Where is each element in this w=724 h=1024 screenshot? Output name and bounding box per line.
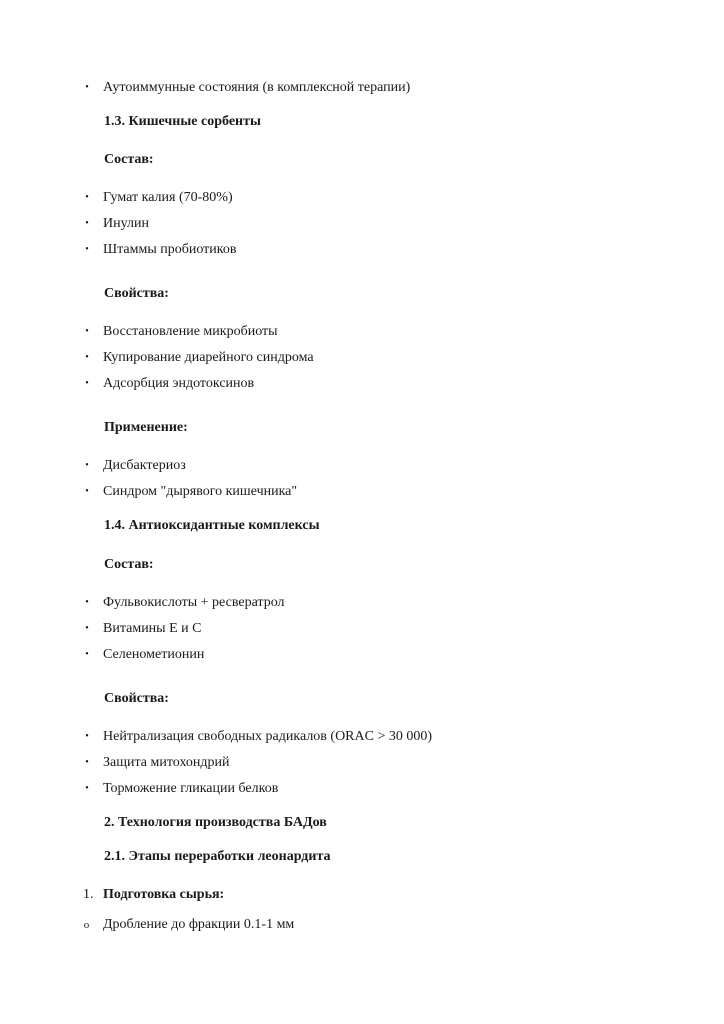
bullet-marker: •: [85, 192, 89, 203]
heading-text: Свойства:: [104, 286, 169, 301]
bullet-marker: •: [85, 326, 89, 337]
heading-text: Состав:: [104, 152, 154, 167]
bullet-marker: •: [85, 82, 89, 93]
list-item-text: Селенометионин: [103, 647, 205, 662]
heading-text: 1.3. Кишечные сорбенты: [104, 114, 261, 129]
list-item-text: Фульвокислоты + ресвератрол: [103, 595, 285, 610]
heading-text: 2.1. Этапы переработки леонардита: [104, 849, 331, 864]
numbered-item-text: Подготовка сырья:: [103, 887, 225, 902]
list-item-text: Купирование диарейного синдрома: [103, 350, 314, 365]
circle-bullet-marker: o: [83, 919, 90, 931]
heading-text: 2. Технология производства БАДов: [104, 815, 327, 830]
bullet-marker: •: [85, 378, 89, 389]
list-item-text: Торможение гликации белков: [103, 781, 279, 796]
list-item-text: Восстановление микробиоты: [103, 324, 278, 339]
bullet-marker: •: [85, 352, 89, 363]
list-item-text: Аутоиммунные состояния (в комплексной терапии): [103, 80, 411, 95]
list-item-text: Нейтрализация свободных радикалов (ORAC > 30 000): [103, 729, 433, 744]
bullet-marker: •: [85, 244, 89, 255]
heading-text: Свойства:: [104, 691, 169, 706]
list-item-text: Защита митохондрий: [103, 755, 230, 770]
bullet-marker: •: [85, 623, 89, 634]
number-marker: 1.: [83, 887, 94, 902]
heading-text: Состав:: [104, 557, 154, 572]
list-item-text: Дисбактериоз: [103, 458, 186, 473]
list-item-text: Инулин: [103, 216, 149, 231]
heading-text: Применение:: [104, 420, 188, 435]
bullet-marker: •: [85, 597, 89, 608]
bullet-marker: •: [85, 757, 89, 768]
heading-text: 1.4. Антиоксидантные комплексы: [104, 518, 320, 533]
list-item-text: Гумат калия (70-80%): [103, 190, 233, 205]
bullet-marker: •: [85, 218, 89, 229]
list-item-text: Синдром "дырявого кишечника": [103, 484, 298, 499]
sub-list-item-text: Дробление до фракции 0.1-1 мм: [103, 917, 295, 932]
list-item-text: Витамины Е и С: [103, 621, 202, 636]
list-item-text: Адсорбция эндотоксинов: [103, 376, 255, 391]
bullet-marker: •: [85, 731, 89, 742]
bullet-marker: •: [85, 460, 89, 471]
bullet-marker: •: [85, 486, 89, 497]
bullet-marker: •: [85, 649, 89, 660]
list-item-text: Штаммы пробиотиков: [103, 242, 237, 257]
bullet-marker: •: [85, 783, 89, 794]
